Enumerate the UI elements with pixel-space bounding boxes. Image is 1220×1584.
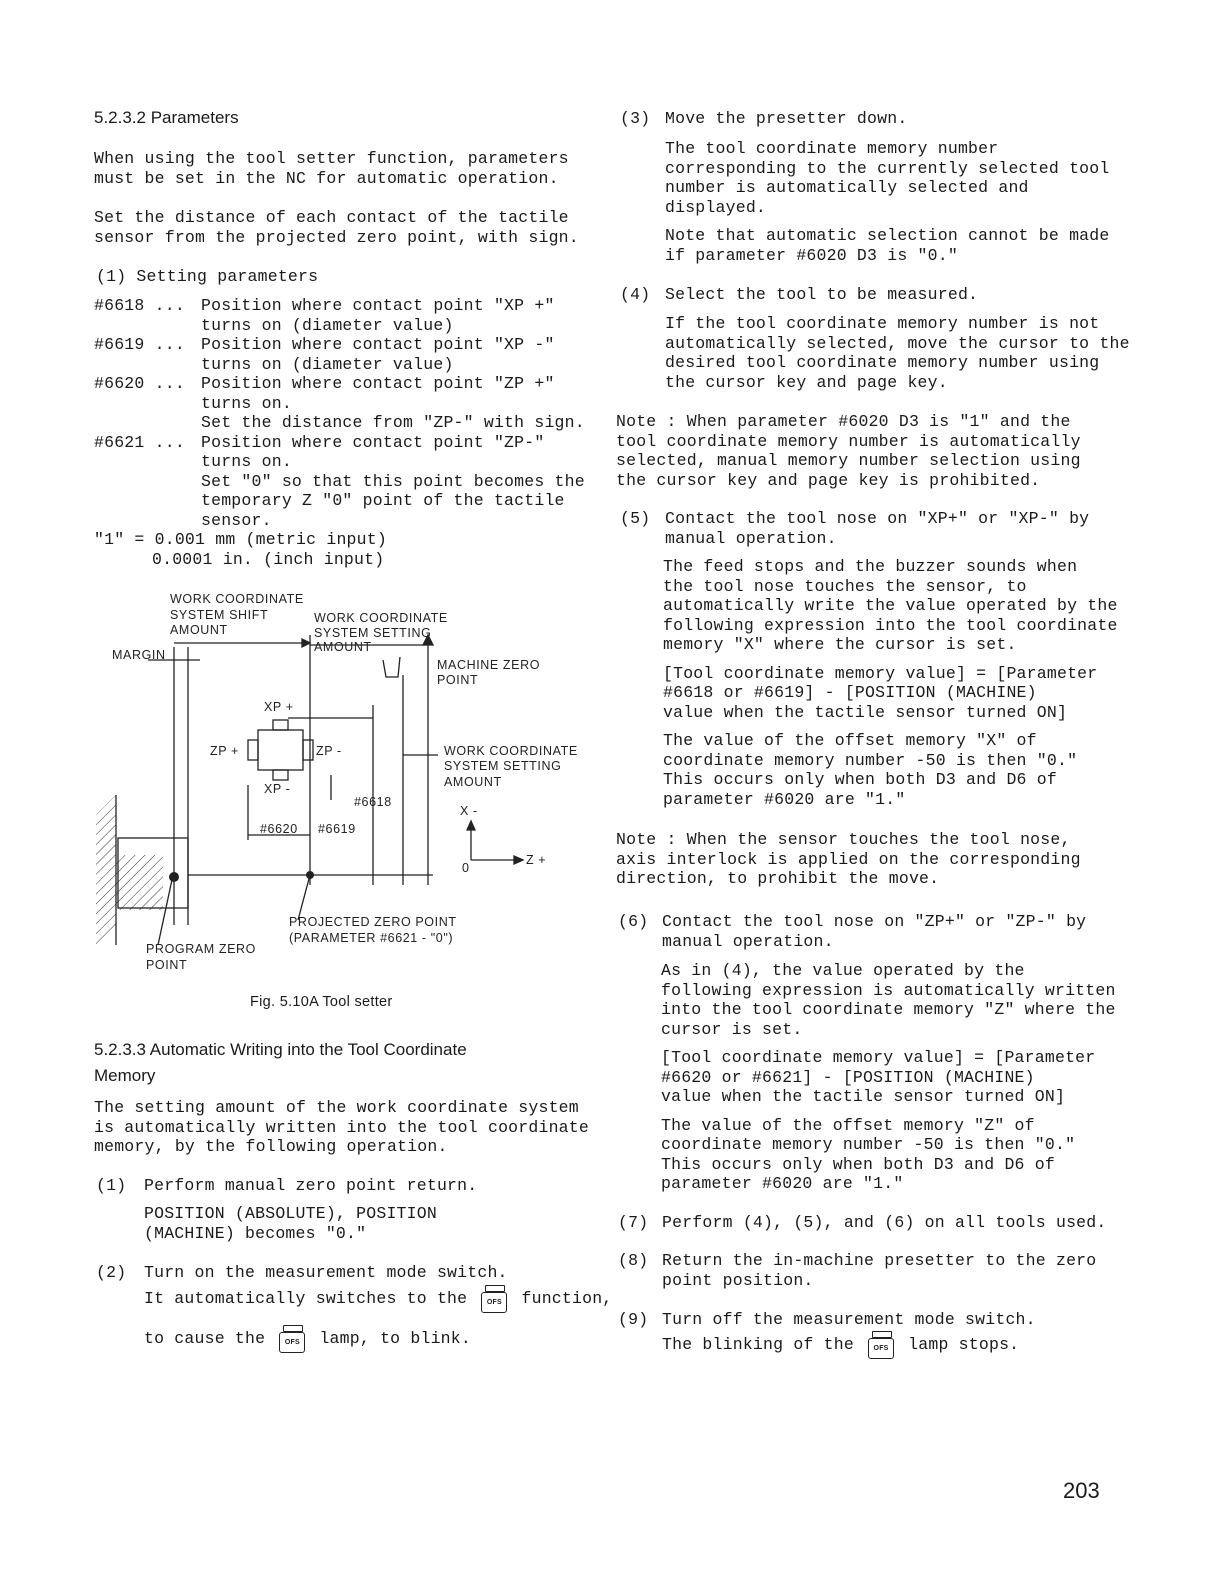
text-line: (MACHINE) becomes "0." [144, 1223, 367, 1243]
step-4 [620, 285, 978, 305]
text-line: Return the in-machine presetter to the zero [662, 1251, 1097, 1270]
text-line: The value of the offset memory "Z" of [661, 1115, 1035, 1135]
text-line: is automatically written into the tool coordinate [94, 1117, 589, 1137]
section-heading-5-2-3-2: 5.2.3.2 Parameters [94, 108, 239, 127]
text-line: This occurs only when both D3 and D6 of [663, 770, 1057, 789]
text-line: following expression is automatically written [661, 980, 1116, 1000]
text-line: turns on. [201, 452, 292, 471]
text-line: Set "0" so that this point becomes the [201, 471, 585, 491]
text-line: corresponding to the currently selected tool [665, 158, 1110, 178]
label: (PARAMETER #6621 - "0") [289, 931, 454, 945]
projected-zero-leader [298, 875, 310, 920]
parameter-item [94, 433, 594, 531]
text-segment: lamp stops. [908, 1335, 1020, 1354]
label: PROGRAM ZERO [146, 942, 256, 956]
text-line: coordinate memory number -50 is then "0." [661, 1135, 1076, 1154]
step-text: Perform manual zero point return. [144, 1176, 478, 1195]
text-line: temporary Z "0" point of the tactile [201, 491, 565, 510]
step-5-detail [663, 557, 1118, 809]
step-6-detail [661, 961, 1116, 1194]
step-number: (9) [618, 1310, 649, 1329]
intro-paragraph [94, 149, 569, 188]
zp-minus-contact [303, 740, 313, 760]
note-2 [616, 830, 1081, 889]
text-line: If the tool coordinate memory number is not [665, 314, 1100, 333]
label: 0 [462, 861, 470, 875]
text-line: parameter #6020 are "1." [661, 1174, 904, 1193]
setting-parameters-title: (1) Setting parameters [96, 267, 319, 286]
text-line: Note that automatic selection cannot be made [665, 226, 1110, 245]
step-text: Select the tool to be measured. [665, 285, 979, 304]
text-line: As in (4), the value operated by the [661, 961, 1025, 980]
text-line: When using the tool setter function, parameters [94, 149, 569, 168]
text-line: selected, manual memory number selection using [616, 451, 1081, 470]
text-segment: lamp, to blink. [319, 1329, 471, 1348]
text-line: The feed stops and the buzzer sounds when [663, 557, 1078, 576]
step-3-detail [665, 139, 1109, 265]
ofs-key-label: OFS [481, 1292, 507, 1313]
text-line: Position where contact point "XP +" [201, 296, 555, 315]
label: POINT [437, 673, 479, 687]
text-line: value when the tactile sensor turned ON] [663, 702, 1068, 722]
text-line: into the tool coordinate memory "Z" where the [661, 1000, 1116, 1019]
step-6 [618, 912, 1086, 951]
label: Z + [526, 853, 547, 867]
text-line: Set the distance of each contact of the tactile [94, 208, 569, 227]
label: X - [460, 804, 478, 818]
parameter-item [94, 374, 594, 433]
text-line: displayed. [665, 197, 767, 217]
label: WORK COORDINATE [444, 744, 578, 758]
text-line: #6618 or #6619] - [POSITION (MACHINE) [663, 683, 1037, 702]
parameter-number: #6621 ... [94, 432, 185, 452]
text-line: sensor. [201, 510, 272, 530]
ofs-key-label: OFS [279, 1332, 305, 1353]
parameter-item [94, 335, 594, 374]
label: ZP + [210, 744, 239, 758]
label: WORK COORDINATE [314, 611, 448, 625]
section-heading-5-2-3-3 [94, 1037, 467, 1089]
text-line: This occurs only when both D3 and D6 of [661, 1154, 1055, 1174]
text-line: [Tool coordinate memory value] = [Parameter [663, 663, 1098, 683]
zp-plus-contact [248, 740, 258, 760]
parameter-list [94, 296, 594, 569]
ofs-key-label: OFS [868, 1338, 894, 1359]
text-line: Contact the tool nose on "XP+" or "XP-" by [665, 509, 1090, 528]
step-1 [96, 1176, 477, 1196]
label: MARGIN [112, 648, 166, 662]
unit-line-metric: "1" = 0.001 mm (metric input) [94, 530, 387, 549]
figure-caption: Fig. 5.10A Tool setter [250, 994, 393, 1010]
text-line: turns on (diameter value) [201, 315, 454, 335]
text-segment: The blinking of the [662, 1335, 854, 1354]
chuck-hatch [96, 795, 163, 945]
text-segment: function, [521, 1289, 613, 1308]
text-line: tool coordinate memory number is automatically [616, 431, 1081, 451]
ofs-lamp-icon [279, 1325, 305, 1353]
text-line: Contact the tool nose on "ZP+" or "ZP-" by [662, 912, 1087, 931]
step-9-detail [662, 1328, 1019, 1362]
sensor-body [258, 730, 303, 770]
text-line: memory, by the following operation. [94, 1137, 448, 1156]
step-3 [620, 109, 907, 129]
text-line: the cursor key and page key is prohibited. [616, 470, 1041, 490]
auto-writing-paragraph [94, 1098, 589, 1157]
text-line: Position where contact point "ZP +" [201, 374, 555, 393]
label: ZP - [316, 744, 342, 758]
text-line: point position. [662, 1270, 814, 1290]
ofs-key-icon [481, 1285, 507, 1313]
text-line: 5.2.3.3 Automatic Writing into the Tool Coordinate [94, 1040, 467, 1059]
text-segment: to cause the [144, 1329, 266, 1348]
step-number: (1) [96, 1176, 127, 1195]
step-text: Turn on the measurement mode switch. [144, 1263, 508, 1282]
text-line: The setting amount of the work coordinate system [94, 1098, 579, 1117]
step-number: (2) [96, 1263, 127, 1282]
step-text: Move the presetter down. [665, 109, 908, 128]
text-line: the cursor key and page key. [665, 372, 948, 392]
label: AMOUNT [314, 640, 372, 654]
label: AMOUNT [444, 775, 502, 789]
step-2 [96, 1263, 508, 1283]
projected-zero-marker [306, 871, 314, 879]
text-line: manual operation. [662, 931, 834, 951]
label: AMOUNT [170, 623, 228, 637]
parameter-number: #6618 ... [94, 296, 185, 315]
text-line: Memory [94, 1066, 156, 1085]
text-line: #6620 or #6621] - [POSITION (MACHINE) [661, 1067, 1035, 1087]
text-line: manual operation. [665, 528, 837, 548]
text-line: POSITION (ABSOLUTE), POSITION [144, 1204, 437, 1223]
step-1-detail [144, 1204, 437, 1243]
label: SYSTEM SETTING [314, 626, 432, 640]
program-zero-marker [169, 872, 179, 882]
text-line: automatically selected, move the cursor to the [665, 333, 1130, 353]
label: #6620 [260, 822, 298, 836]
text-line: must be set in the NC for automatic operation. [94, 168, 559, 188]
text-line: The tool coordinate memory number [665, 139, 999, 158]
xp-minus-contact [273, 770, 288, 780]
text-line: memory "X" where the cursor is set. [663, 635, 1017, 654]
text-line: Position where contact point "ZP-" [201, 432, 545, 452]
text-line: direction, to prohibit the move. [616, 869, 940, 888]
label: XP + [264, 700, 294, 714]
page-number: 203 [1063, 1478, 1100, 1503]
step-5 [620, 509, 1089, 548]
text-line: if parameter #6020 D3 is "0." [665, 245, 958, 265]
step-number: (6) [618, 912, 649, 931]
tool-tip-mark [383, 657, 400, 677]
label: SYSTEM SETTING [444, 759, 562, 773]
step-number: (8) [618, 1251, 649, 1270]
text-line: the tool nose touches the sensor, to [663, 576, 1027, 596]
label: #6618 [354, 795, 392, 809]
sensor-paragraph [94, 208, 579, 247]
label: POINT [146, 958, 188, 972]
text-segment: It automatically switches to the [144, 1289, 468, 1308]
text-line: Set the distance from "ZP-" with sign. [201, 413, 585, 432]
step-8 [618, 1251, 1096, 1290]
text-line: Note : When the sensor touches the tool nose, [616, 830, 1071, 849]
label: SYSTEM SHIFT [170, 608, 269, 622]
step-number: (4) [620, 285, 651, 304]
parameter-item [94, 296, 594, 335]
unit-line-inch: 0.0001 in. (inch input) [152, 549, 385, 569]
text-line: number is automatically selected and [665, 178, 1029, 197]
label: XP - [264, 782, 291, 796]
text-line: parameter #6020 are "1." [663, 789, 906, 809]
parameter-number: #6619 ... [94, 335, 185, 354]
text-line: automatically write the value operated by the [663, 596, 1118, 615]
text-line: desired tool coordinate memory number using [665, 353, 1100, 372]
text-line: value when the tactile sensor turned ON] [661, 1087, 1066, 1106]
label: MACHINE ZERO [437, 658, 541, 672]
text-line: Note : When parameter #6020 D3 is "1" and the [616, 412, 1071, 431]
parameter-number: #6620 ... [94, 374, 185, 393]
label: #6619 [318, 822, 356, 836]
text-line: following expression into the tool coordinate [663, 615, 1118, 635]
step-number: (7) [618, 1213, 649, 1232]
step-7 [618, 1213, 1106, 1233]
text-line: turns on. [201, 393, 292, 413]
note-1 [616, 412, 1081, 490]
xp-plus-contact [273, 720, 288, 730]
ofs-lamp-icon [868, 1331, 894, 1359]
label: WORK COORDINATE [170, 592, 304, 606]
text-line: coordinate memory number -50 is then "0." [663, 750, 1078, 770]
tool-setter-figure [88, 585, 598, 985]
step-4-detail [665, 314, 1130, 392]
step-2-detail [144, 1282, 612, 1356]
text-line: sensor from the projected zero point, with sign. [94, 227, 579, 247]
label: PROJECTED ZERO POINT [289, 915, 457, 929]
step-9 [618, 1310, 1036, 1330]
text-line: The value of the offset memory "X" of [663, 731, 1037, 750]
text-line: cursor is set. [661, 1019, 803, 1039]
text-line: turns on (diameter value) [201, 354, 454, 374]
step-text: Perform (4), (5), and (6) on all tools used. [662, 1213, 1107, 1232]
step-number: (3) [620, 109, 651, 128]
step-text: Turn off the measurement mode switch. [662, 1310, 1036, 1329]
text-line: Position where contact point "XP -" [201, 335, 555, 354]
text-line: [Tool coordinate memory value] = [Parameter [661, 1048, 1096, 1067]
step-number: (5) [620, 509, 651, 528]
text-line: axis interlock is applied on the corresponding [616, 849, 1081, 869]
